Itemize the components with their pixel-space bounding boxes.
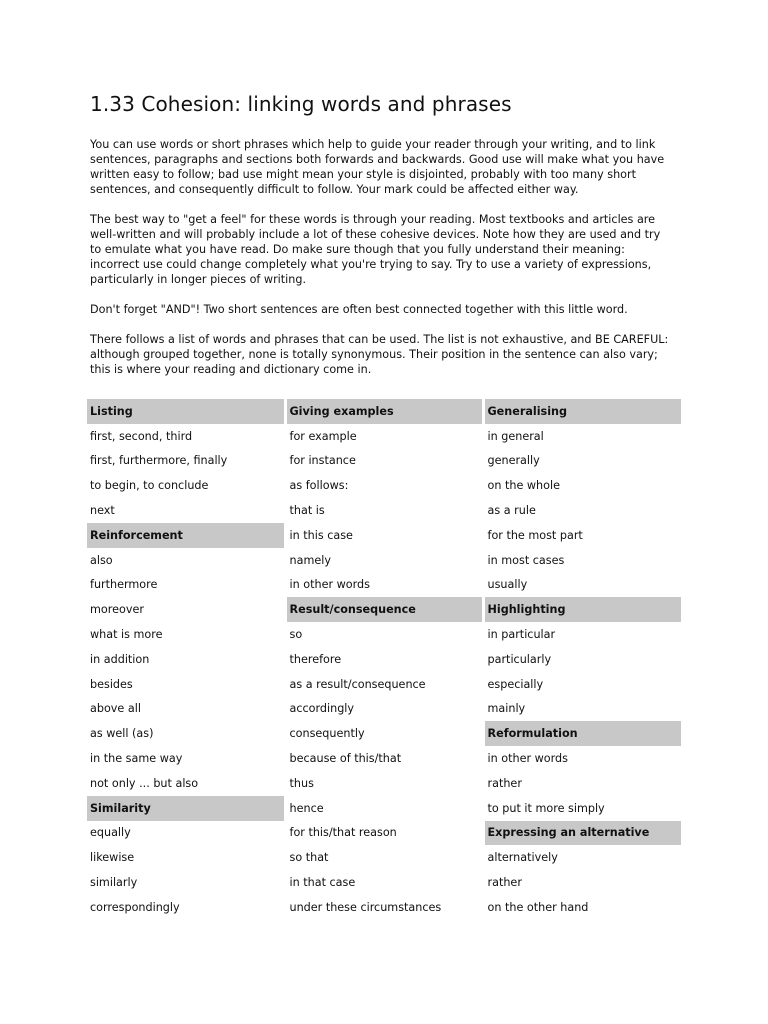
- phrase-cell: [285, 498, 483, 523]
- table-row: [87, 895, 681, 920]
- phrase-cell: [285, 424, 483, 449]
- phrase-text: for the most part: [487, 528, 583, 542]
- table-row: [87, 796, 681, 821]
- category-header-cell: [483, 721, 681, 746]
- phrase-text: above all: [90, 702, 141, 716]
- phrase-text: usually: [487, 578, 528, 592]
- phrase-text: next: [90, 504, 115, 518]
- category-header-label: Expressing an alternative: [487, 826, 650, 840]
- phrase-text: in addition: [90, 652, 150, 666]
- phrase-text: on the whole: [487, 479, 560, 493]
- phrase-cell: [87, 697, 285, 722]
- phrase-cell: [87, 498, 285, 523]
- phrase-cell: [483, 895, 681, 920]
- category-header-cell: [87, 523, 285, 548]
- paragraph: Don't forget "AND"! Two short sentences are often best connected together with this little word.: [90, 303, 628, 316]
- table-row: [87, 573, 681, 598]
- category-header-label: Similarity: [90, 801, 151, 815]
- phrase-text: to begin, to conclude: [90, 479, 209, 493]
- phrase-text: for example: [289, 429, 357, 443]
- phrase-text: as follows:: [289, 479, 349, 493]
- phrase-cell: [285, 473, 483, 498]
- table-row: [87, 424, 681, 449]
- phrase-cell: [483, 796, 681, 821]
- category-header-cell: [483, 399, 681, 424]
- phrase-cell: [285, 523, 483, 548]
- table-row: [87, 845, 681, 870]
- phrase-text: so that: [289, 851, 329, 865]
- table-row: [87, 523, 681, 548]
- phrase-text: not only ... but also: [90, 776, 199, 790]
- phrase-cell: [483, 622, 681, 647]
- table-row: [87, 771, 681, 796]
- phrase-text: in most cases: [487, 553, 565, 567]
- phrase-text: under these circumstances: [289, 900, 442, 914]
- category-header-label: Listing: [90, 404, 133, 418]
- phrase-cell: [285, 746, 483, 771]
- table-row: [87, 548, 681, 573]
- category-header-label: Result/consequence: [289, 603, 416, 617]
- phrase-text: on the other hand: [487, 900, 589, 914]
- phrase-cell: [87, 746, 285, 771]
- table-row: [87, 821, 681, 846]
- phrase-text: as well (as): [90, 727, 154, 741]
- category-header-cell: [483, 821, 681, 846]
- table-row: [87, 647, 681, 672]
- paragraph: The best way to "get a feel" for these words is through your reading. Most textbooks and articles are well-written and will probably include a lot of these cohesive devices. Note how they are used and try to emulate what you have read. Do make sure though that you fully understand their meaning: incorrect use could change completely what you're trying to say. Try to use a variety of expressions, particularly in longer pieces of writing.: [90, 213, 661, 286]
- phrase-cell: [87, 870, 285, 895]
- phrase-text: also: [90, 553, 113, 567]
- phrase-cell: [285, 647, 483, 672]
- category-header-label: Highlighting: [487, 603, 566, 617]
- phrase-text: in the same way: [90, 752, 183, 766]
- phrase-cell: [285, 721, 483, 746]
- phrase-cell: [285, 622, 483, 647]
- table-row: [87, 449, 681, 474]
- category-header-cell: [483, 597, 681, 622]
- phrase-cell: [87, 721, 285, 746]
- phrase-text: in other words: [487, 752, 568, 766]
- phrase-cell: [87, 647, 285, 672]
- page-title: 1.33 Cohesion: linking words and phrases: [90, 92, 512, 116]
- phrase-text: in general: [487, 429, 544, 443]
- phrase-cell: [285, 895, 483, 920]
- phrase-text: in other words: [289, 578, 370, 592]
- table-row: [87, 399, 681, 424]
- phrase-text: as a rule: [487, 504, 536, 518]
- table-row: [87, 498, 681, 523]
- category-header-label: Reinforcement: [90, 528, 183, 542]
- category-header-cell: [87, 796, 285, 821]
- table-row: [87, 622, 681, 647]
- phrase-text: first, second, third: [90, 429, 193, 443]
- paragraph: There follows a list of words and phrases that can be used. The list is not exhaustive, and BE CAREFUL: although grouped together, none is totally synonymous. Their position in the sentence can also vary; this is where your reading and dictionary come in.: [90, 333, 669, 376]
- phrase-text: consequently: [289, 727, 365, 741]
- phrase-text: besides: [90, 677, 133, 691]
- category-header-cell: [285, 597, 483, 622]
- category-header-label: Reformulation: [487, 727, 578, 741]
- category-header-label: Giving examples: [289, 404, 394, 418]
- phrase-cell: [87, 597, 285, 622]
- phrase-cell: [87, 548, 285, 573]
- phrase-text: correspondingly: [90, 900, 180, 914]
- phrase-cell: [87, 424, 285, 449]
- table-row: [87, 721, 681, 746]
- intro-text: [90, 137, 682, 392]
- phrase-cell: [285, 697, 483, 722]
- phrase-cell: [483, 449, 681, 474]
- phrase-cell: [87, 821, 285, 846]
- phrase-text: so: [289, 628, 303, 642]
- phrase-text: likewise: [90, 851, 135, 865]
- phrase-text: to put it more simply: [487, 801, 605, 815]
- phrase-cell: [87, 845, 285, 870]
- phrase-cell: [483, 523, 681, 548]
- linking-words-table: [87, 399, 681, 920]
- phrase-cell: [483, 672, 681, 697]
- table-row: [87, 870, 681, 895]
- phrase-text: namely: [289, 553, 331, 567]
- phrase-cell: [483, 498, 681, 523]
- phrase-cell: [87, 672, 285, 697]
- phrase-text: what is more: [90, 628, 163, 642]
- phrase-text: thus: [289, 776, 314, 790]
- phrase-text: particularly: [487, 652, 552, 666]
- phrase-cell: [483, 845, 681, 870]
- phrase-text: rather: [487, 776, 522, 790]
- phrase-text: especially: [487, 677, 544, 691]
- phrase-cell: [483, 746, 681, 771]
- phrase-text: furthermore: [90, 578, 158, 592]
- phrase-text: alternatively: [487, 851, 558, 865]
- phrase-cell: [285, 771, 483, 796]
- phrase-text: mainly: [487, 702, 526, 716]
- phrase-cell: [87, 573, 285, 598]
- phrase-cell: [483, 870, 681, 895]
- phrase-cell: [285, 548, 483, 573]
- phrase-text: as a result/consequence: [289, 677, 426, 691]
- phrase-cell: [483, 548, 681, 573]
- phrase-text: generally: [487, 454, 540, 468]
- phrase-cell: [285, 870, 483, 895]
- phrase-cell: [483, 647, 681, 672]
- phrase-cell: [87, 449, 285, 474]
- phrase-text: hence: [289, 801, 324, 815]
- phrase-cell: [285, 672, 483, 697]
- phrase-text: therefore: [289, 652, 342, 666]
- phrase-cell: [285, 821, 483, 846]
- table-row: [87, 746, 681, 771]
- phrase-text: in that case: [289, 876, 356, 890]
- phrase-cell: [483, 697, 681, 722]
- phrase-cell: [285, 449, 483, 474]
- phrase-text: first, furthermore, finally: [90, 454, 228, 468]
- phrase-text: for this/that reason: [289, 826, 397, 840]
- phrase-cell: [285, 796, 483, 821]
- category-header-label: Generalising: [487, 404, 568, 418]
- phrase-text: in particular: [487, 628, 556, 642]
- phrase-text: for instance: [289, 454, 356, 468]
- phrase-cell: [483, 771, 681, 796]
- table-row: [87, 697, 681, 722]
- phrase-text: moreover: [90, 603, 144, 617]
- phrase-text: rather: [487, 876, 522, 890]
- phrase-cell: [87, 771, 285, 796]
- paragraph: You can use words or short phrases which help to guide your reader through your writing, and to link sentences, paragraphs and sections both forwards and backwards. Good use will make what you have written easy to follow; bad use might mean your style is disjointed, probably with too many short sentences, and consequently difficult to follow. Your mark could be affected either way.: [90, 138, 665, 196]
- phrase-text: that is: [289, 504, 325, 518]
- phrase-cell: [483, 573, 681, 598]
- phrase-cell: [87, 622, 285, 647]
- linking-words-table-body: [87, 399, 681, 920]
- table-row: [87, 672, 681, 697]
- phrase-text: equally: [90, 826, 131, 840]
- phrase-text: similarly: [90, 876, 138, 890]
- phrase-text: accordingly: [289, 702, 355, 716]
- phrase-cell: [285, 573, 483, 598]
- category-header-cell: [285, 399, 483, 424]
- phrase-cell: [483, 473, 681, 498]
- phrase-cell: [87, 473, 285, 498]
- phrase-text: in this case: [289, 528, 353, 542]
- category-header-cell: [87, 399, 285, 424]
- table-row: [87, 597, 681, 622]
- phrase-cell: [483, 424, 681, 449]
- phrase-cell: [87, 895, 285, 920]
- phrase-text: because of this/that: [289, 752, 402, 766]
- table-row: [87, 473, 681, 498]
- phrase-cell: [285, 845, 483, 870]
